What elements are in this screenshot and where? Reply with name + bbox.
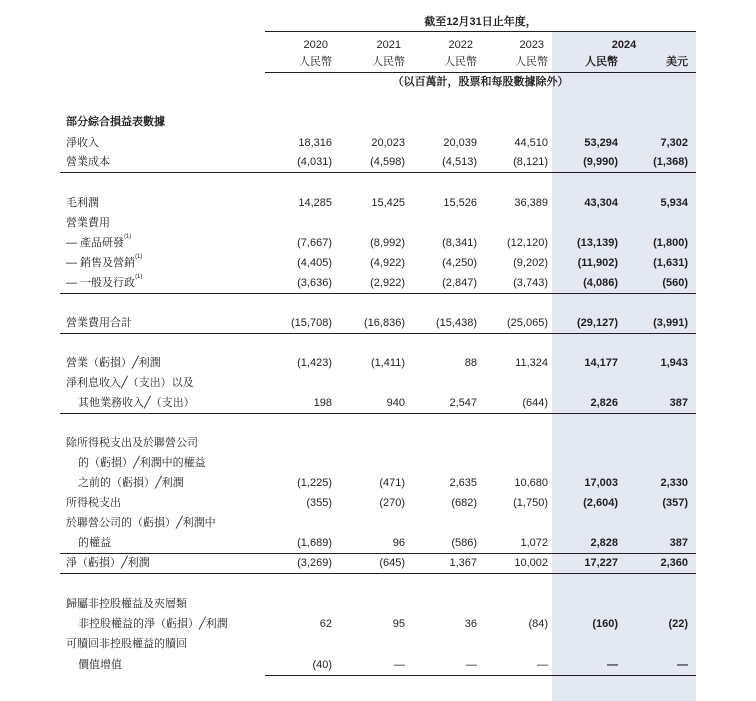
cell-2024-usd: (3,991) — [653, 317, 688, 329]
row-label: 之前的（虧損）╱利潤 — [78, 477, 184, 489]
cell-2021: 95 — [392, 618, 405, 630]
cell-2022: 15,526 — [443, 197, 477, 209]
footnote-marker: (1) — [135, 274, 143, 280]
cell-2021: (4,598) — [370, 156, 405, 168]
cell-2023: (9,202) — [513, 257, 548, 269]
table-row-pretax-line1 — [0, 433, 756, 453]
cell-2022: 88 — [464, 357, 477, 369]
rule-after-total-opex — [60, 333, 696, 334]
year-2020: 2020 — [303, 39, 328, 51]
row-label: 其他業務收入╱（支出） — [78, 397, 195, 409]
cell-2020: (40) — [312, 659, 332, 671]
table-row-nci — [0, 614, 756, 634]
cell-2022: 36 — [464, 618, 477, 630]
year-2024: 2024 — [611, 39, 637, 51]
currency-rmb-2021: 人民幣 — [372, 56, 405, 68]
table-row-net-interest — [0, 393, 756, 413]
table-row-nci-line1 — [0, 594, 756, 614]
cell-2024-usd: (560) — [662, 277, 688, 289]
cell-2024-rmb: (9,990) — [583, 156, 618, 168]
cell-2021: (471) — [379, 477, 405, 489]
cell-2020: 198 — [313, 397, 332, 409]
row-label: 淨利息收入╱（支出）以及 — [66, 377, 194, 389]
cell-2023: (3,743) — [513, 277, 548, 289]
cell-2020: (3,636) — [297, 277, 332, 289]
cell-2024-usd: (1,368) — [653, 156, 688, 168]
cell-2024-usd: 2,330 — [660, 477, 688, 489]
cell-2024-rmb: — — [607, 659, 618, 671]
cell-2024-usd: (22) — [668, 618, 688, 630]
cell-2024-usd: 387 — [669, 397, 688, 409]
table-row-net-result — [0, 553, 756, 573]
row-label: — 銷售及營銷$^{(1)}$ — [66, 254, 143, 269]
row-label: 歸屬非控股權益及夾層類 — [66, 598, 187, 610]
rule-after-cost — [60, 172, 696, 173]
row-label: 淨（虧損）╱利潤 — [66, 557, 150, 569]
cell-2020: 18,316 — [298, 137, 332, 149]
cell-2021: 15,425 — [371, 197, 405, 209]
row-label: 營業費用 — [66, 217, 110, 229]
cell-2020: (7,667) — [297, 237, 332, 249]
cell-2020: (1,423) — [297, 357, 332, 369]
rule-after-net-result — [60, 573, 696, 574]
cell-2023: 10,680 — [514, 477, 548, 489]
table-row-pretax — [0, 473, 756, 493]
cell-2022: (8,341) — [442, 237, 477, 249]
cell-2023: 11,324 — [515, 357, 548, 369]
cell-2023: (25,065) — [507, 317, 548, 329]
row-label: — 產品研發$^{(1)}$ — [66, 234, 132, 249]
row-label: 的權益 — [78, 537, 111, 549]
table-row-operating-result — [0, 353, 756, 373]
cell-2022: (2,847) — [442, 277, 477, 289]
cell-2024-rmb: 14,177 — [584, 357, 618, 369]
row-label: 淨收入 — [66, 137, 99, 149]
year-2022: 2022 — [448, 39, 473, 51]
cell-2021: (16,836) — [364, 317, 405, 329]
table-row-redeemable-line1 — [0, 634, 756, 654]
cell-2023: (84) — [528, 618, 548, 630]
cell-2023: — — [537, 659, 548, 671]
cell-2022: — — [466, 659, 477, 671]
table-row-income-tax — [0, 493, 756, 513]
cell-2024-usd: 1,943 — [660, 357, 688, 369]
cell-2021: 20,023 — [371, 137, 405, 149]
table-row-equity-method-line1 — [0, 513, 756, 533]
footnote-marker: (1) — [135, 254, 143, 260]
cell-2022: (682) — [451, 497, 477, 509]
row-label: 可贖回非控股權益的贖回 — [66, 638, 187, 650]
table-row-equity-method — [0, 533, 756, 553]
cell-2020: (1,689) — [297, 537, 332, 549]
cell-2020: 62 — [319, 618, 332, 630]
cell-2023: 44,510 — [514, 137, 548, 149]
cell-2024-usd: 2,360 — [660, 557, 688, 569]
cell-2024-rmb: (29,127) — [577, 317, 618, 329]
row-label: 毛利潤 — [66, 197, 99, 209]
table-row-pretax-line2 — [0, 453, 756, 473]
cell-2023: (8,121) — [513, 156, 548, 168]
currency-rmb-2022: 人民幣 — [444, 56, 477, 68]
section-title-row — [0, 112, 756, 132]
cell-2021: (4,922) — [370, 257, 405, 269]
period-header: 截至12月31日止年度， — [424, 16, 537, 28]
cell-2023: 36,389 — [514, 197, 548, 209]
row-label: — 一般及行政$^{(1)}$ — [66, 274, 143, 289]
row-label: 營業成本 — [66, 156, 110, 168]
cell-2023: 10,002 — [514, 557, 548, 569]
table-row-product-development — [0, 233, 756, 253]
row-label: 於聯營公司的（虧損）╱利潤中 — [66, 517, 216, 529]
cell-2023: (12,120) — [507, 237, 548, 249]
row-label: 非控股權益的淨（虧損）╱利潤 — [78, 618, 228, 630]
cell-2020: (4,031) — [297, 156, 332, 168]
cell-2022: 2,635 — [449, 477, 477, 489]
cell-2024-rmb: 43,304 — [584, 197, 618, 209]
year-2023: 2023 — [519, 39, 544, 51]
cell-2023: (644) — [522, 397, 548, 409]
row-label: 價值增值 — [78, 659, 122, 671]
table-row-cost-of-revenue — [0, 152, 756, 172]
cell-2024-rmb: 17,227 — [584, 557, 618, 569]
row-label: 的（虧損）╱利潤中的權益 — [78, 457, 206, 469]
currency-rmb-2020: 人民幣 — [299, 56, 332, 68]
footnote-marker: (1) — [124, 234, 132, 240]
cell-2020: (1,225) — [297, 477, 332, 489]
cell-2022: (4,513) — [442, 156, 477, 168]
cell-2022: (586) — [451, 537, 477, 549]
cell-2024-rmb: 17,003 — [584, 477, 618, 489]
unit-note: （以百萬計，股票和每股數據除外） — [392, 76, 569, 88]
cell-2024-rmb: 53,294 — [584, 137, 618, 149]
cell-2020: (15,708) — [291, 317, 332, 329]
rule-after-net-interest — [60, 413, 696, 414]
row-label: 所得税支出 — [66, 497, 121, 509]
row-label: 除所得税支出及於聯營公司 — [66, 437, 198, 449]
rule-after-ga — [60, 293, 696, 294]
cell-2022: 2,547 — [449, 397, 477, 409]
section-title: 部分綜合損益表數據 — [66, 116, 165, 128]
cell-2024-rmb: 2,826 — [590, 397, 618, 409]
cell-2024-usd: — — [677, 659, 688, 671]
cell-2024-rmb: (4,086) — [583, 277, 618, 289]
cell-2021: (8,992) — [370, 237, 405, 249]
cell-2021: — — [394, 659, 405, 671]
cell-2024-rmb: (13,139) — [577, 237, 618, 249]
cell-2024-usd: (1,631) — [653, 257, 688, 269]
cell-2024-usd: (1,800) — [653, 237, 688, 249]
table-row-sales-marketing — [0, 253, 756, 273]
cell-2021: 940 — [386, 397, 405, 409]
cell-2023: 1,072 — [520, 537, 548, 549]
cell-2024-usd: 387 — [669, 537, 688, 549]
cell-2024-usd: (357) — [662, 497, 688, 509]
cell-2020: (4,405) — [297, 257, 332, 269]
row-label: 營業費用合計 — [66, 317, 132, 329]
cell-2024-rmb: (160) — [592, 618, 618, 630]
cell-2022: 20,039 — [443, 137, 477, 149]
cell-2023: (1,750) — [513, 497, 548, 509]
table-row-operating-expenses — [0, 213, 756, 233]
cell-2024-rmb: (2,604) — [583, 497, 618, 509]
cell-2021: (645) — [379, 557, 405, 569]
cell-2021: (2,922) — [370, 277, 405, 289]
cell-2024-usd: 7,302 — [660, 137, 688, 149]
table-row-net-revenue — [0, 133, 756, 153]
header-rule-top — [265, 31, 696, 32]
cell-2022: 1,367 — [449, 557, 477, 569]
year-2021: 2021 — [376, 39, 401, 51]
cell-2020: (355) — [306, 497, 332, 509]
cell-2020: 14,285 — [298, 197, 332, 209]
row-label: 營業（虧損）╱利潤 — [66, 357, 161, 369]
cell-2021: 96 — [392, 537, 405, 549]
cell-2022: (15,438) — [436, 317, 477, 329]
table-row-general-admin — [0, 273, 756, 293]
cell-2022: (4,250) — [442, 257, 477, 269]
currency-rmb-2024: 人民幣 — [585, 56, 618, 68]
cell-2024-rmb: 2,828 — [590, 537, 618, 549]
table-row-redeemable — [0, 655, 756, 675]
table-row-net-interest-line1 — [0, 373, 756, 393]
table-row-total-opex — [0, 313, 756, 333]
currency-usd-2024: 美元 — [666, 56, 688, 68]
cell-2020: (3,269) — [297, 557, 332, 569]
cell-2021: (1,411) — [370, 357, 405, 369]
header-rule-bottom — [265, 72, 696, 73]
currency-rmb-2023: 人民幣 — [515, 56, 548, 68]
cell-2024-rmb: (11,902) — [577, 257, 618, 269]
cell-2021: (270) — [379, 497, 405, 509]
rule-bottom — [265, 675, 696, 676]
cell-2024-usd: 5,934 — [660, 197, 688, 209]
table-row-gross-profit — [0, 193, 756, 213]
